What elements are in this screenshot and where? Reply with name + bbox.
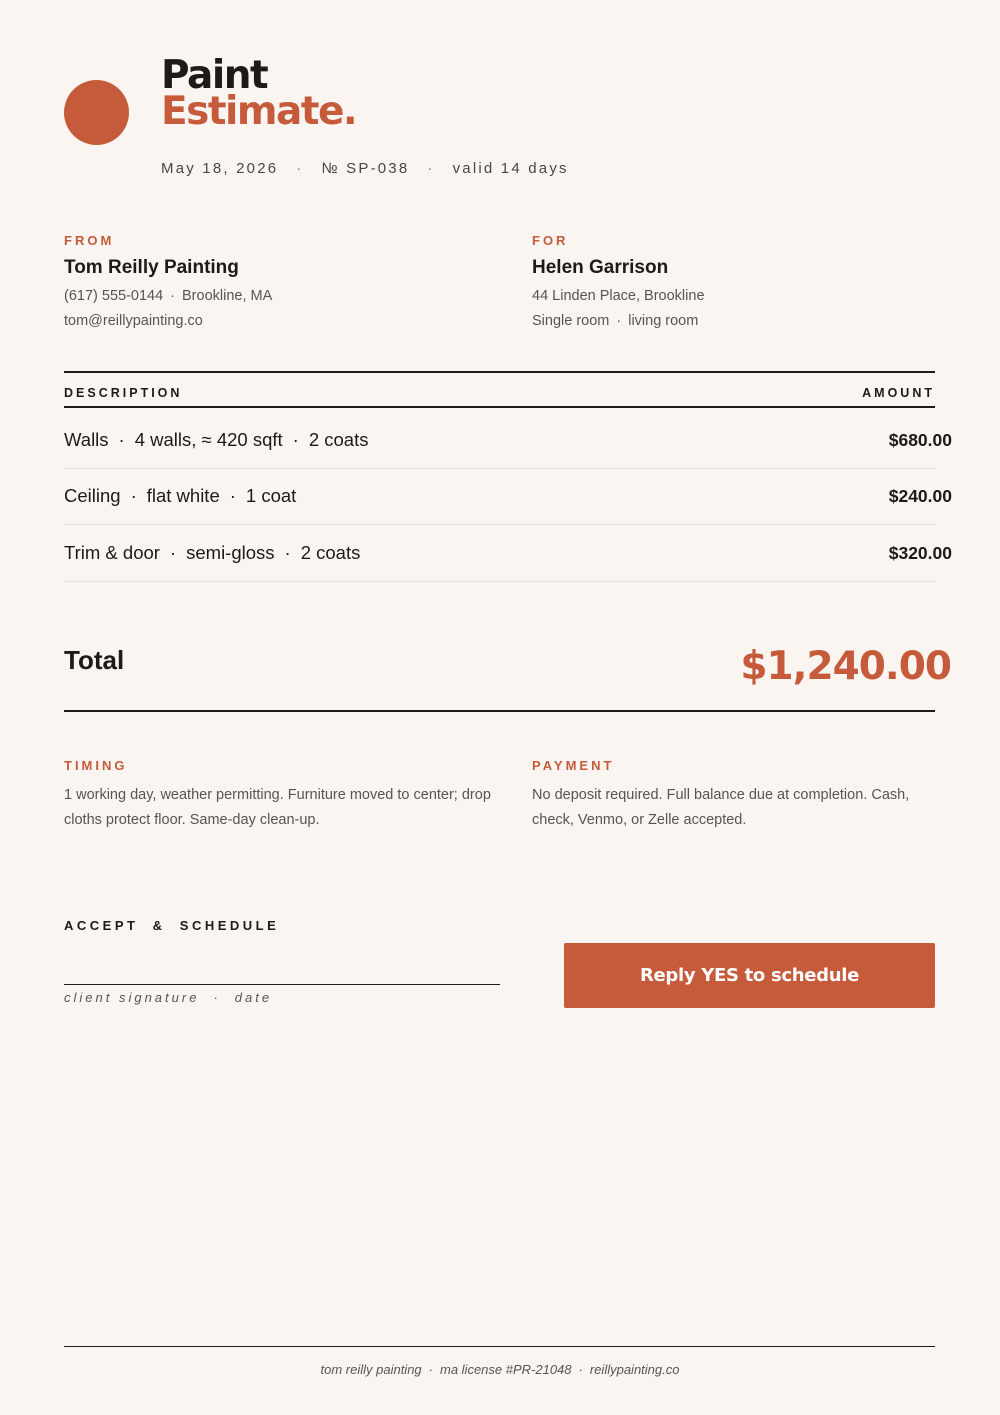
row-amount: $240.00 <box>888 486 952 506</box>
from-phone: (617) 555-0144 <box>64 288 164 304</box>
estimate-validity: valid 14 days <box>452 160 569 177</box>
from-email: tom@reillypainting.co <box>64 313 203 329</box>
row-description <box>64 429 369 451</box>
payment-block <box>532 758 922 833</box>
row-amount: $320.00 <box>888 543 952 563</box>
separator-dot: · <box>428 1362 433 1377</box>
from-contact-line <box>64 288 484 304</box>
estimate-meta <box>161 160 569 177</box>
page-title <box>161 53 357 134</box>
client-name: Helen Garrison <box>532 257 669 278</box>
title-line-1: Paint <box>161 53 268 98</box>
row-detail: flat white <box>146 485 220 506</box>
from-location: Brookline, MA <box>182 288 273 304</box>
payment-text: No deposit required. Full balance due at completion. Cash, check, Venmo, or Zelle accepted. <box>532 787 910 828</box>
client-scope: Single room <box>532 313 610 329</box>
separator-dot: · <box>616 313 622 329</box>
separator-dot: · <box>213 990 221 1005</box>
separator-dot: · <box>169 542 177 563</box>
separator-dot: · <box>118 429 125 450</box>
footer-website[interactable]: reillypainting.co <box>589 1362 680 1377</box>
estimate-date: May 18, 2026 <box>161 160 279 177</box>
row-detail: semi-gloss <box>186 542 275 563</box>
client-scope-line <box>532 313 952 329</box>
timing-label: TIMING <box>64 758 128 773</box>
footer-divider <box>64 1346 935 1347</box>
timing-text: 1 working day, weather permitting. Furniture moved to center; drop cloths protect floor. Same-day clean-up. <box>64 787 491 828</box>
table-row <box>64 468 952 525</box>
total-amount: $1,240.00 <box>740 644 951 689</box>
title-line-2: Estimate. <box>161 89 357 134</box>
for-label: FOR <box>532 233 569 248</box>
reply-yes-button[interactable]: Reply YES to schedule <box>564 943 935 1008</box>
timing-block <box>64 758 504 833</box>
row-detail: 4 walls, ≈ 420 sqft <box>134 429 283 450</box>
separator-dot: · <box>427 160 435 177</box>
payment-label: PAYMENT <box>532 758 615 773</box>
total-label: Total <box>64 645 125 675</box>
footer-license: ma license #PR-21048 <box>440 1362 572 1377</box>
signature-label: client signature <box>64 990 200 1005</box>
row-detail: 2 coats <box>308 429 369 450</box>
table-row <box>64 412 952 469</box>
table-row <box>64 525 952 582</box>
row-item: Trim & door <box>64 542 160 563</box>
footer <box>0 1362 1000 1377</box>
row-item: Walls <box>64 429 109 450</box>
table-header <box>64 371 935 408</box>
signature-caption <box>64 990 272 1005</box>
from-name: Tom Reilly Painting <box>64 257 239 278</box>
separator-dot: · <box>578 1362 583 1377</box>
client-address: 44 Linden Place, Brookline <box>532 288 705 304</box>
client-room: living room <box>628 313 699 329</box>
separator-dot: · <box>284 542 291 563</box>
date-label: date <box>234 990 273 1005</box>
row-item: Ceiling <box>64 485 121 506</box>
separator-dot: · <box>229 485 236 506</box>
total-divider <box>64 710 935 712</box>
row-detail: 2 coats <box>300 542 361 563</box>
row-description <box>64 542 360 564</box>
row-amount: $680.00 <box>888 430 952 450</box>
from-label: FROM <box>64 233 115 248</box>
separator-dot: · <box>170 288 176 304</box>
logo-circle <box>64 80 129 145</box>
accept-schedule-label: ACCEPT & SCHEDULE <box>64 918 280 933</box>
footer-company: tom reilly painting <box>320 1362 422 1377</box>
estimate-number: № SP-038 <box>321 160 410 177</box>
separator-dot: · <box>130 485 137 506</box>
row-detail: 1 coat <box>245 485 297 506</box>
description-header: DESCRIPTION <box>64 386 183 400</box>
row-description <box>64 485 296 507</box>
amount-header: AMOUNT <box>862 386 935 400</box>
for-block <box>532 233 952 329</box>
separator-dot: · <box>296 160 304 177</box>
separator-dot: · <box>292 429 299 450</box>
from-block <box>64 233 484 329</box>
signature-line[interactable] <box>64 984 500 985</box>
